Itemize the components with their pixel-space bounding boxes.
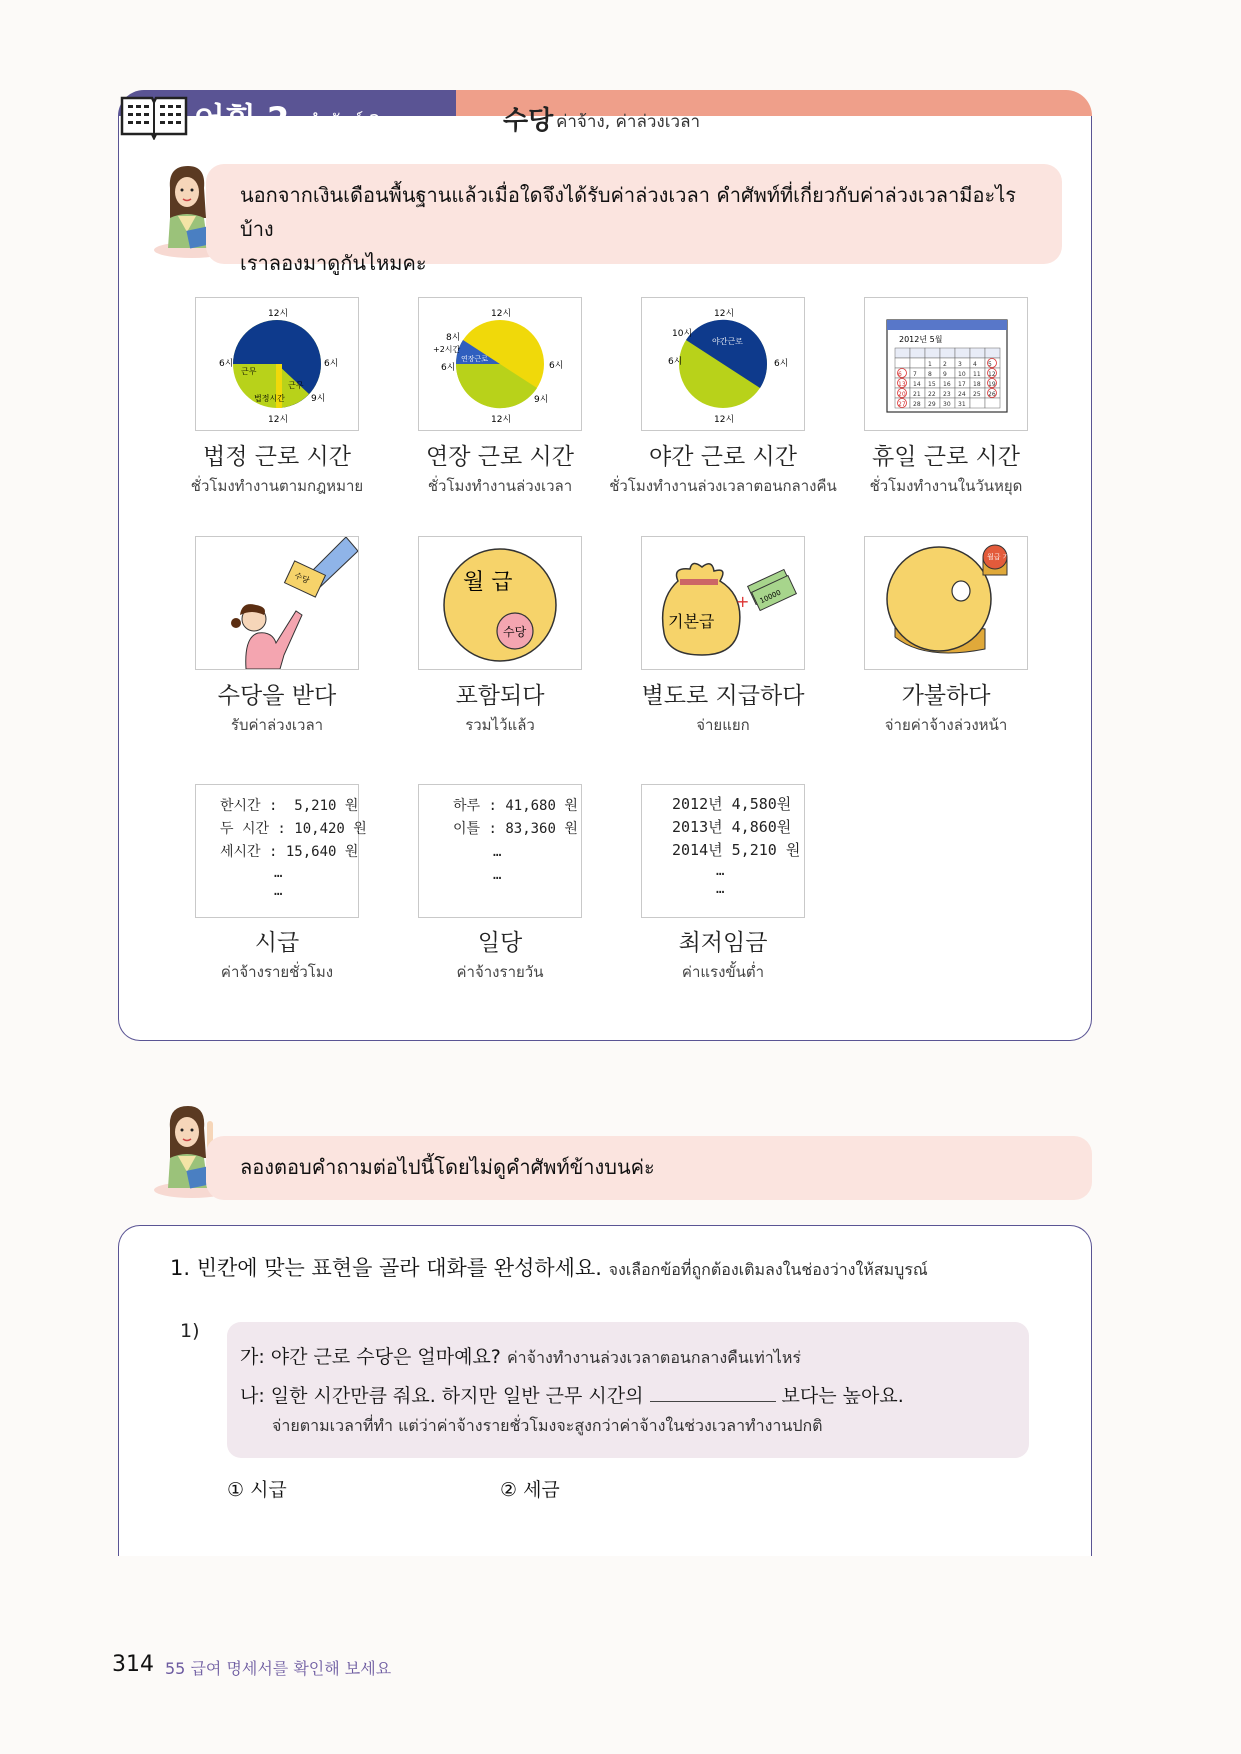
clock-label-12: 12시	[491, 309, 512, 319]
envelope-label: 수당	[292, 570, 311, 586]
advance-pay-card	[864, 536, 1028, 670]
calendar-day: 18	[973, 381, 981, 388]
clock-label-8: 8시	[446, 333, 461, 343]
overtime-clock	[419, 298, 581, 430]
calendar-day: 13	[898, 381, 906, 388]
vocab-9-ko: 시급	[254, 930, 300, 956]
calendar-day: 10	[958, 371, 966, 378]
calendar-day: 29	[928, 401, 936, 408]
clock-label-10: 10시	[672, 329, 693, 339]
topic-title: 수당	[503, 106, 554, 136]
hourly-line-5: …	[274, 883, 283, 899]
legal-hours-card	[195, 297, 359, 431]
label-night: 야간근로	[712, 337, 743, 346]
allowance-text: 수당	[503, 625, 527, 639]
dialog-line-1-ko: 가: 야간 근로 수당은 얼마예요?	[240, 1346, 501, 1368]
base-pay-text: 기본급	[668, 612, 715, 631]
clock-label-12b: 12시	[714, 415, 735, 425]
page-number: 314	[112, 1652, 154, 1677]
calendar-day: 25	[973, 391, 981, 398]
calendar-day: 3	[958, 361, 962, 368]
vocab-7-ko: 별도로 지급하다	[641, 683, 805, 709]
bill-text: 10000	[758, 588, 783, 606]
vocab-8-th: จ่ายค่าจ้างล่วงหน้า	[884, 716, 1008, 734]
calendar-day: 11	[973, 371, 981, 378]
intro-line-1: นอกจากเงินเดือนพื้นฐานแล้วเมื่อใดจึงได้รับค่าล่วงเวลา คำศัพท์ที่เกี่ยวกับค่าล่วงเวลามีอะไรบ้าง	[240, 183, 1017, 241]
dialog-line-1-th: ค่าจ้างทำงานล่วงเวลาตอนกลางคืนเท่าไหร่	[506, 1348, 801, 1367]
calendar-day: 21	[913, 391, 921, 398]
clock-label-6: 6시	[219, 359, 234, 369]
answer-blank[interactable]	[650, 1383, 776, 1402]
calendar-header: 2012년 5월	[899, 335, 943, 344]
question-1	[170, 1252, 928, 1283]
clock-label-6: 6시	[441, 363, 456, 373]
calendar-day: 31	[958, 401, 966, 408]
clock-label-12: 12시	[268, 309, 289, 319]
daily-wage-card	[418, 784, 582, 918]
daily-line-4: …	[493, 867, 502, 883]
minimum-line-4: …	[716, 863, 725, 879]
choice-1[interactable]: ① 시급	[227, 1479, 287, 1501]
item-number: 1)	[180, 1320, 200, 1342]
coin-cut-illustration	[865, 537, 1027, 669]
calendar-day: 26	[988, 391, 996, 398]
label-work-2: 근무	[288, 381, 304, 390]
vocab-9-th: ค่าจ้างรายชั่วโมง	[220, 963, 334, 981]
vocab-2-ko: 연장 근로 시간	[426, 444, 574, 470]
minimum-line-2: 2013년 4,860원	[672, 818, 792, 836]
included-card	[418, 536, 582, 670]
calendar-day: 7	[913, 371, 917, 378]
topic-translation: ค่าจ้าง, ค่าล่วงเวลา	[556, 112, 701, 132]
calendar-grid	[895, 348, 1000, 408]
minimum-line-3: 2014년 5,210 원	[672, 841, 801, 859]
daily-line-3: …	[493, 844, 502, 860]
salary-text: 월 급	[463, 570, 513, 595]
hourly-line-4: …	[274, 865, 283, 881]
hourly-line-3: 세시간 : 15,640 원	[220, 844, 359, 860]
separate-payment-card	[641, 536, 805, 670]
calendar-day: 4	[973, 361, 977, 368]
vocab-5-th: รับค่าล่วงเวลา	[230, 716, 324, 734]
label-legal: 법정시간	[254, 394, 285, 403]
clock-label-12b: 12시	[268, 415, 289, 425]
dialog-line-1	[240, 1342, 801, 1371]
chapter-title: 55 급여 명세서를 확인해 보세요	[165, 1659, 392, 1678]
minimum-line-1: 2012년 4,580원	[672, 795, 792, 813]
calendar-cell	[985, 348, 1000, 358]
label-work: 근무	[241, 367, 257, 376]
calendar-day: 20	[898, 391, 906, 398]
intro-line-2: เราลองมาดูกันไหมคะ	[240, 251, 427, 275]
night-clock	[642, 298, 804, 430]
calendar-cell	[970, 398, 985, 408]
calendar-cell	[910, 348, 925, 358]
vocab-4-th: ชั่วโมงทำงานในวันหยุด	[869, 477, 1023, 495]
vocab-1-th: ชั่วโมงทำงานตามกฎหมาย	[190, 477, 364, 495]
receive-allowance-card	[195, 536, 359, 670]
calendar-day: 14	[913, 381, 921, 388]
question-1-th: จงเลือกข้อที่ถูกต้องเติมลงในช่องว่างให้สมบูรณ์	[608, 1260, 928, 1279]
holiday-hours-card	[864, 297, 1028, 431]
prompt-text: ลองตอบคำถามต่อไปนี้โดยไม่ดูคำศัพท์ข้างบนค่ะ	[240, 1155, 655, 1179]
book-icon	[118, 92, 190, 140]
vocab-10-ko: 일당	[477, 930, 523, 956]
vocab-3-th: ชั่วโมงทำงานล่วงเวลาตอนกลางคืน	[609, 477, 837, 495]
dialog-line-2-b: 보다는 높아요.	[781, 1385, 904, 1407]
calendar-day: 19	[988, 381, 996, 388]
daily-line-1: 하루 : 41,680 원	[453, 798, 578, 814]
calendar-day: 30	[943, 401, 951, 408]
clock-label-6: 6시	[668, 357, 683, 367]
section-subtitle: คำศัพท์ 2	[306, 111, 381, 132]
calendar-cell	[910, 358, 925, 368]
dialog-line-2-a: 나: 일한 시간만큼 줘요. 하지만 일반 근무 시간의	[240, 1385, 644, 1407]
vocab-11-ko: 최저임금	[678, 930, 768, 956]
overtime-hours-card	[418, 297, 582, 431]
vocab-4-ko: 휴일 근로 시간	[872, 444, 1020, 470]
calendar-day: 17	[958, 381, 966, 388]
clock-label-6b: 6시	[549, 361, 564, 371]
calendar-day: 23	[943, 391, 951, 398]
money-bag-illustration	[642, 537, 804, 669]
vocab-11-th: ค่าแรงขั้นต่ำ	[681, 963, 765, 981]
choice-2[interactable]: ② 세금	[500, 1479, 560, 1501]
calendar-day: 28	[913, 401, 921, 408]
calendar-day: 16	[943, 381, 951, 388]
calendar-day: 8	[928, 371, 932, 378]
calendar-cell	[985, 398, 1000, 408]
prompt-bubble	[206, 1136, 1092, 1200]
dialog-line-3-th: จ่ายตามเวลาที่ทำ แต่ว่าค่าจ้างรายชั่วโมงจะสูงกว่าค่าจ้างในช่วงเวลาทำงานปกติ	[272, 1416, 823, 1435]
intro-bubble	[206, 164, 1062, 275]
clock-label-6b: 6시	[324, 359, 339, 369]
daily-line-2: 이틀 : 83,360 원	[453, 821, 578, 837]
coin-included-illustration	[419, 537, 581, 669]
vocab-8-ko: 가불하다	[901, 683, 991, 709]
calendar-day: 9	[943, 371, 947, 378]
plus-icon: +	[736, 592, 750, 611]
calendar-day: 27	[898, 401, 906, 408]
stamp-text: 월급 가불	[987, 553, 1017, 561]
receive-illustration	[196, 537, 358, 669]
label-overtime: 연장근로	[461, 355, 489, 363]
vocab-6-th: รวมไว้แล้ว	[465, 716, 535, 734]
dialog-line-2	[240, 1381, 904, 1408]
calendar-day: 15	[928, 381, 936, 388]
vocab-6-ko: 포함되다	[455, 683, 545, 709]
calendar-day: 24	[958, 391, 966, 398]
hourly-line-1: 한시간 : 5,210 원	[220, 798, 359, 814]
clock-label-9: 9시	[534, 395, 549, 405]
calendar-day: 22	[928, 391, 936, 398]
minimum-wage-card	[641, 784, 805, 918]
minimum-line-5: …	[716, 881, 725, 897]
clock-label-9: 9시	[311, 394, 326, 404]
calendar-cell	[895, 358, 910, 368]
calendar-day: 2	[943, 361, 947, 368]
calendar-cell	[895, 348, 910, 358]
hourly-wage-card	[195, 784, 367, 918]
vocab-3-ko: 야간 근로 시간	[649, 444, 797, 470]
calendar-cell	[970, 348, 985, 358]
calendar-cell	[955, 348, 970, 358]
legal-hours-clock	[196, 298, 358, 430]
calendar-cell	[925, 348, 940, 358]
section-title: 어휘 2	[194, 100, 290, 138]
vocab-7-th: จ่ายแยก	[696, 716, 750, 734]
calendar-cell	[940, 348, 955, 358]
clock-label-6b: 6시	[774, 359, 789, 369]
clock-label-12b: 12시	[491, 415, 512, 425]
dialog-line-3	[272, 1414, 823, 1439]
vocab-2-th: ชั่วโมงทำงานล่วงเวลา	[427, 477, 573, 495]
clock-label-12: 12시	[714, 309, 735, 319]
calendar-day: 1	[928, 361, 932, 368]
label-plus-2h: +2시간	[433, 345, 461, 354]
question-1-ko: 1. 빈칸에 맞는 표현을 골라 대화를 완성하세요.	[170, 1256, 602, 1280]
vocab-1-ko: 법정 근로 시간	[203, 444, 351, 470]
vocab-5-ko: 수당을 받다	[217, 683, 337, 709]
calendar-day: 12	[988, 371, 996, 378]
hourly-line-2: 두 시간 : 10,420 원	[220, 821, 367, 837]
vocab-10-th: ค่าจ้างรายวัน	[456, 963, 544, 981]
calendar-illustration	[865, 298, 1027, 430]
calendar-day: 5	[988, 361, 992, 368]
calendar-day: 6	[898, 371, 902, 378]
night-hours-card	[641, 297, 805, 431]
